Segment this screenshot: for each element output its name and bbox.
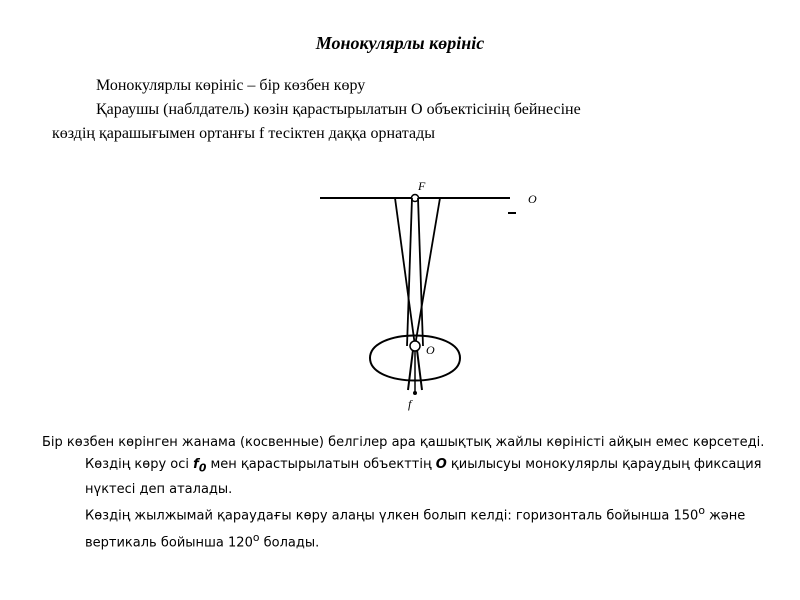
body-text xyxy=(42,432,782,554)
label-O-top: O xyxy=(528,192,537,206)
paragraph-1: Бір көзбен көрінген жанама (косвенные) белгілер ара қашықтық жайлы көріністі айқын емес көрсетеді. xyxy=(42,435,765,450)
p2-text-b: мен қарастырылатын объекттің xyxy=(206,456,436,472)
inner-ray-1 xyxy=(408,350,413,390)
label-f: f xyxy=(408,397,412,411)
monocular-vision-diagram xyxy=(300,168,550,418)
p3-sup-1: о xyxy=(698,504,705,518)
p3-text-a: Көздің жылжымай қараудағы көру алаңы үлкен болып келді: горизонталь бойынша 150 xyxy=(85,508,699,524)
paragraph-3 xyxy=(42,500,782,554)
eye-lens xyxy=(410,341,420,351)
p2-O: О xyxy=(435,456,447,472)
page-title: Монокулярлы көрініс xyxy=(315,33,485,53)
p2-f-sub: 0 xyxy=(198,461,207,475)
paragraph-2 xyxy=(42,454,782,501)
intro-line-2: Қараушы (наблдатель) көзін қарастырылатын О объектісінің бейнесіне xyxy=(96,101,581,118)
intro-line-1: Монокулярлы көрініс – бір көзбен көру xyxy=(96,77,366,94)
p2-text-c: қиылысуы монокулярлы қараудың фиксация нүктесі деп аталады. xyxy=(85,456,762,497)
p3-sup-2: о xyxy=(252,530,260,544)
p3-text-b: және вертикаль бойынша 120 xyxy=(85,508,746,551)
intro-line-3: көздің қарашығымен ортанғы f тесіктен даққа орнатады xyxy=(52,125,435,142)
p3-text-c: болады. xyxy=(259,535,320,551)
p2-text-a: Көздің көру осі xyxy=(85,456,194,472)
p2-f: f xyxy=(193,456,199,472)
inner-ray-2 xyxy=(417,350,422,390)
label-F: F xyxy=(418,179,426,193)
label-O-eye: O xyxy=(426,343,435,357)
intro-text xyxy=(52,74,752,146)
diagram-svg xyxy=(300,168,550,418)
retina-point xyxy=(413,391,417,395)
